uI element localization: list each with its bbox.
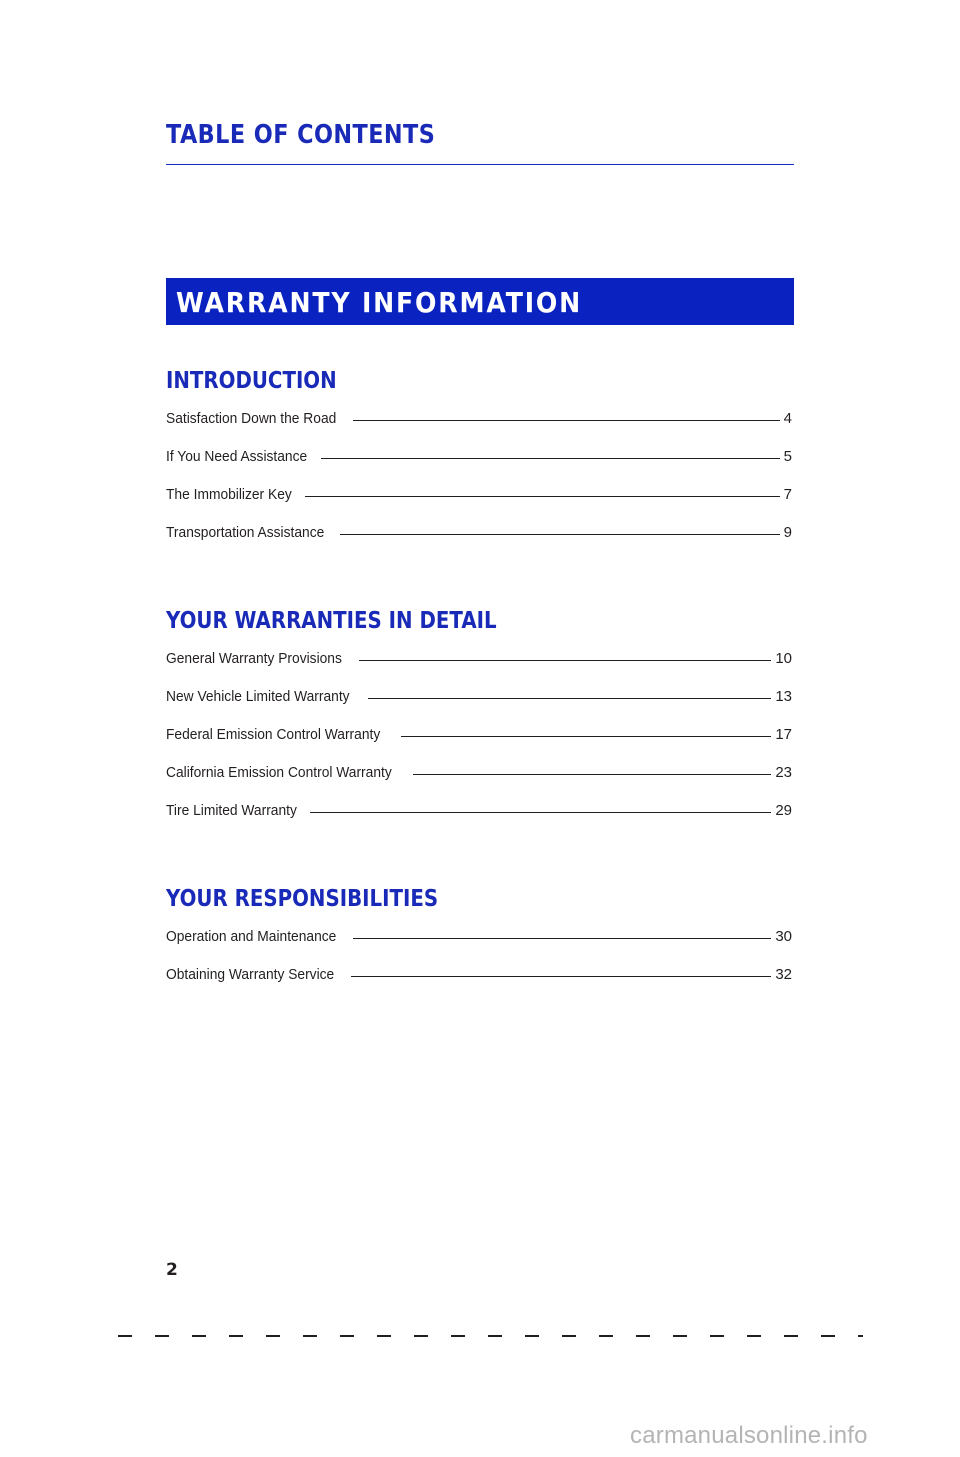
toc-entry-page: 17 [775, 726, 792, 743]
cut-line-divider [118, 1335, 863, 1337]
banner-title: WARRANTY INFORMATION [176, 286, 582, 319]
section-heading: YOUR WARRANTIES IN DETAIL [166, 608, 497, 634]
toc-leader-line [310, 812, 771, 813]
section-heading: YOUR RESPONSIBILITIES [166, 886, 439, 912]
toc-leader-line [351, 976, 771, 977]
toc-entry-label: Federal Emission Control Warranty [166, 726, 381, 743]
toc-entry-label: General Warranty Provisions [166, 650, 342, 667]
toc-entry-label: Operation and Maintenance [166, 928, 337, 945]
toc-entry[interactable] [166, 802, 792, 840]
page-title: TABLE OF CONTENTS [166, 120, 436, 150]
toc-entry[interactable] [166, 688, 792, 726]
toc-entry-label: Satisfaction Down the Road [166, 410, 337, 427]
toc-entry[interactable] [166, 650, 792, 688]
toc-entry-page: 29 [775, 802, 792, 819]
toc-entry[interactable] [166, 410, 792, 448]
toc-entry-label: California Emission Control Warranty [166, 764, 392, 781]
toc-section-introduction [166, 366, 792, 562]
toc-entry[interactable] [166, 764, 792, 802]
toc-leader-line [359, 660, 771, 661]
toc-entry[interactable] [166, 448, 792, 486]
toc-entry-label: Tire Limited Warranty [166, 802, 297, 819]
toc-entry-page: 13 [775, 688, 792, 705]
toc-entry-page: 30 [775, 928, 792, 945]
toc-leader-line [353, 420, 780, 421]
toc-entry-page: 9 [783, 524, 792, 541]
toc-entry-label: New Vehicle Limited Warranty [166, 688, 350, 705]
toc-leader-line [413, 774, 771, 775]
toc-entry-page: 23 [775, 764, 792, 781]
toc-entry-label: If You Need Assistance [166, 448, 308, 465]
toc-entry-page: 10 [775, 650, 792, 667]
toc-leader-line [321, 458, 779, 459]
toc-entry-page: 32 [775, 966, 792, 983]
toc-entry[interactable] [166, 966, 792, 1004]
toc-section-warranties [166, 606, 792, 840]
toc-entry[interactable] [166, 928, 792, 966]
section-banner [166, 278, 794, 325]
section-heading: INTRODUCTION [166, 368, 337, 394]
toc-entry-label: The Immobilizer Key [166, 486, 292, 503]
toc-section-responsibilities [166, 884, 792, 1004]
toc-leader-line [368, 698, 772, 699]
toc-leader-line [340, 534, 780, 535]
title-divider [166, 164, 794, 165]
watermark: carmanualsonline.info [630, 1422, 868, 1449]
toc-entry-page: 5 [783, 448, 792, 465]
toc-leader-line [401, 736, 771, 737]
toc-entry-label: Obtaining Warranty Service [166, 966, 335, 983]
toc-entry-page: 4 [783, 410, 792, 427]
toc-leader-line [305, 496, 780, 497]
toc-entry[interactable] [166, 524, 792, 562]
toc-entry-page: 7 [783, 486, 792, 503]
toc-leader-line [353, 938, 771, 939]
toc-entry[interactable] [166, 486, 792, 524]
toc-entry[interactable] [166, 726, 792, 764]
toc-entry-label: Transportation Assistance [166, 524, 325, 541]
page-number: 2 [166, 1260, 178, 1280]
